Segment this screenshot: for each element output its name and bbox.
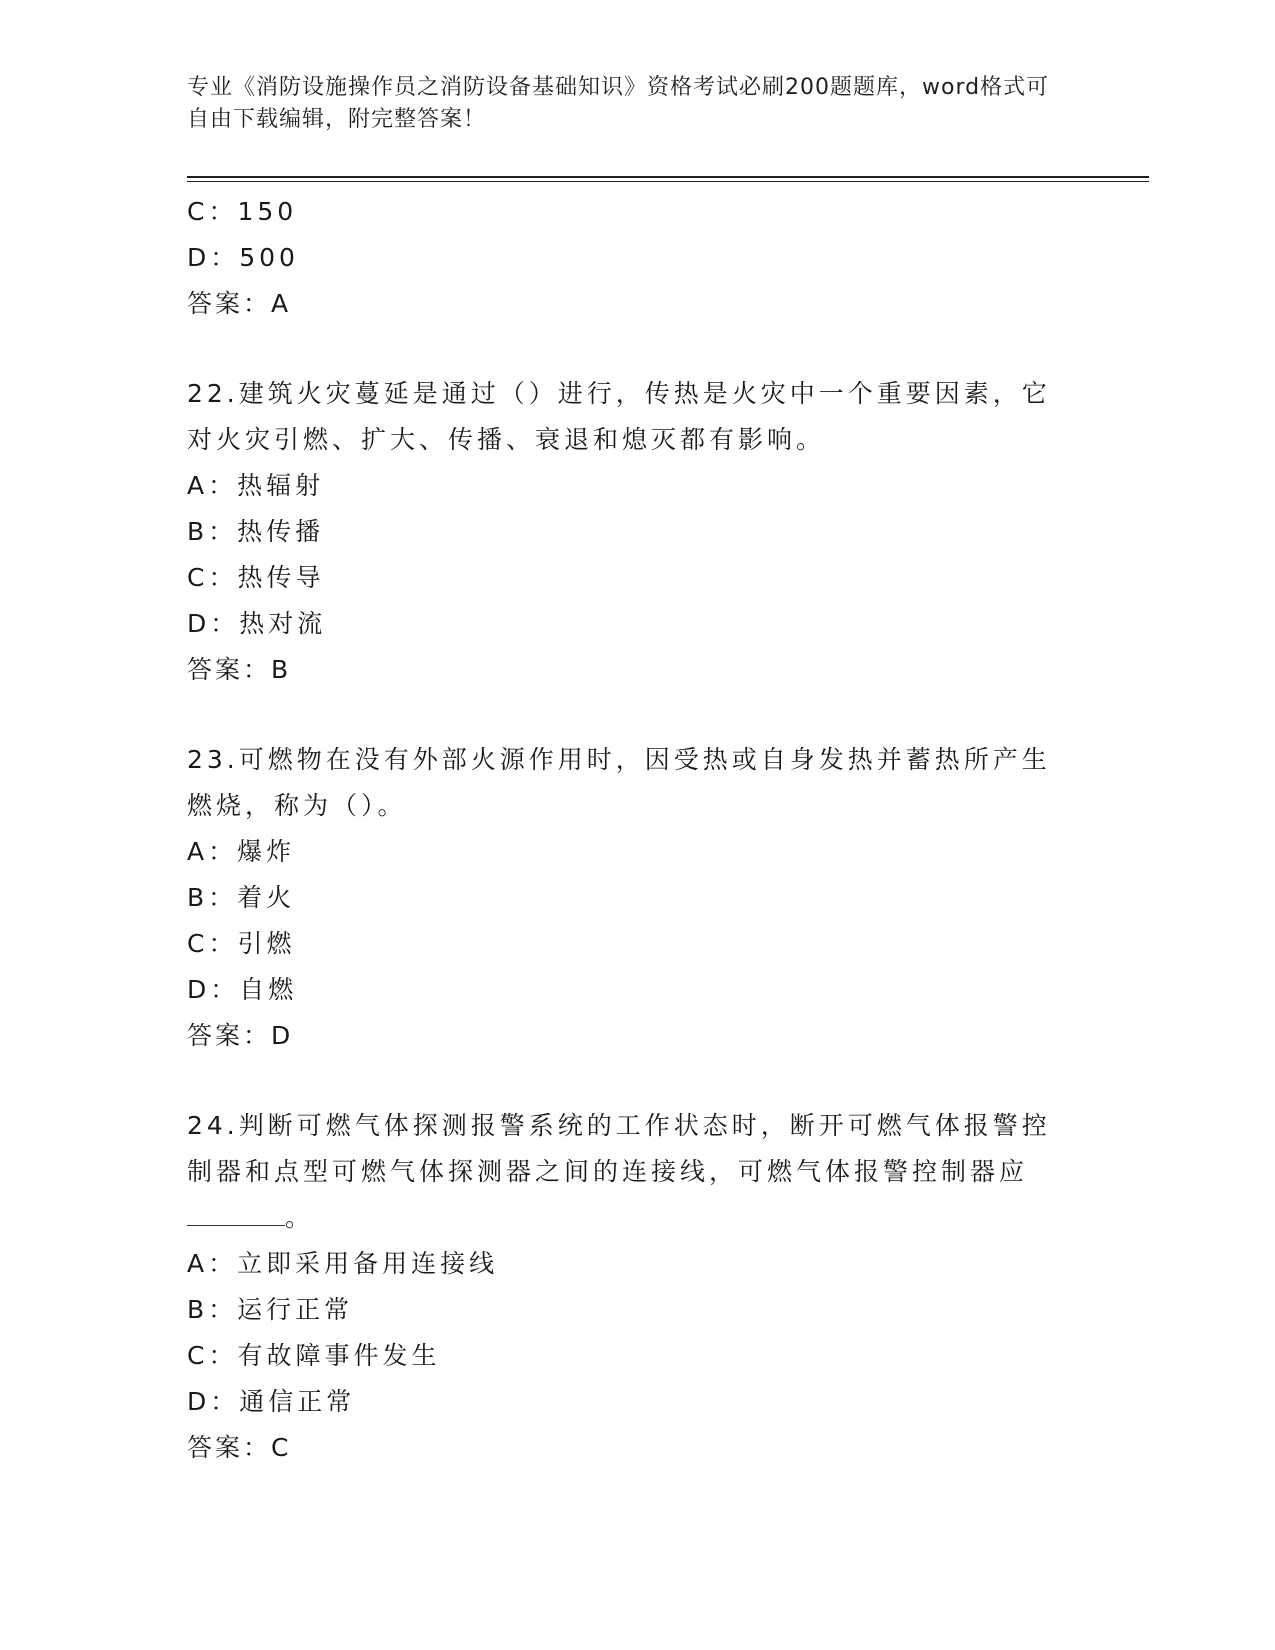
option-d: D：自燃 (187, 975, 298, 1004)
answer-blank-line (187, 1195, 1087, 1241)
option-a: A：爆炸 (187, 837, 296, 866)
answer-label: 答案： (187, 655, 272, 684)
fill-in-blank (187, 1203, 285, 1226)
answer-label: 答案： (187, 1021, 272, 1050)
option-d: D：500 (187, 243, 299, 272)
question-22 (187, 371, 1087, 693)
answer-line (187, 1425, 1087, 1471)
option-c: C：引燃 (187, 929, 296, 958)
option-c: C：有故障事件发生 (187, 1341, 441, 1370)
option-a: A：立即采用备用连接线 (187, 1249, 499, 1278)
blank-suffix: 。 (285, 1203, 311, 1232)
option-d: D：通信正常 (187, 1387, 356, 1416)
option-b: B：运行正常 (187, 1295, 354, 1324)
answer-line (187, 281, 1087, 327)
option-c: C：150 (187, 197, 298, 226)
answer-line (187, 647, 1087, 693)
document-header: 专业《消防设施操作员之消防设备基础知识》资格考试必刷200题题库，word格式可自由下载编辑，附完整答案！ (187, 75, 1050, 132)
question-stem: 22.建筑火灾蔓延是通过（）进行，传热是火灾中一个重要因素，它对火灾引燃、扩大、传播、衰退和熄灭都有影响。 (187, 379, 1051, 454)
answer-label: 答案： (187, 1433, 272, 1462)
question-21-tail (187, 189, 1087, 327)
answer-value: C (271, 1433, 290, 1462)
option-a: A：热辐射 (187, 471, 325, 500)
question-23 (187, 737, 1087, 1059)
answer-value: D (271, 1021, 292, 1050)
answer-label: 答案： (187, 289, 272, 318)
question-stem: 23.可燃物在没有外部火源作用时，因受热或自身发热并蓄热所产生燃烧，称为（）。 (187, 745, 1051, 820)
option-c: C：热传导 (187, 563, 325, 592)
header-divider-thick (187, 176, 1149, 178)
answer-line (187, 1013, 1087, 1059)
answer-value: A (271, 289, 290, 318)
option-d: D：热对流 (187, 609, 327, 638)
header-divider-thin (187, 181, 1149, 182)
option-b: B：热传播 (187, 517, 325, 546)
option-b: B：着火 (187, 883, 296, 912)
question-list (187, 189, 1087, 1471)
answer-value: B (271, 655, 290, 684)
question-24 (187, 1103, 1087, 1471)
question-stem: 24.判断可燃气体探测报警系统的工作状态时，断开可燃气体报警控制器和点型可燃气体探测器之间的连接线，可燃气体报警控制器应 (187, 1111, 1051, 1186)
